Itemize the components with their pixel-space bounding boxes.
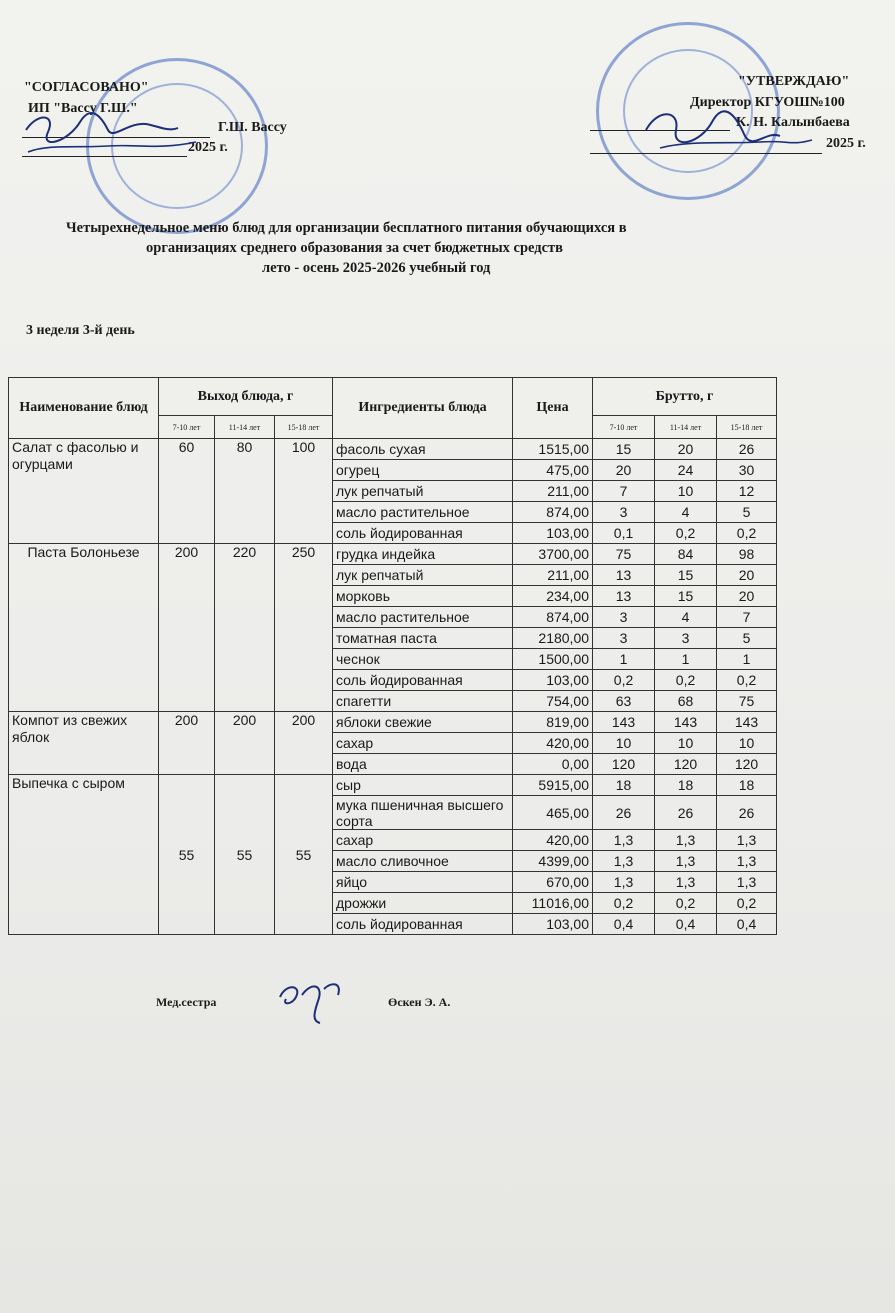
ingredient-gross: 143 <box>717 712 777 733</box>
ingredient-name: соль йодированная <box>333 670 513 691</box>
left-handwritten-signature <box>18 102 208 162</box>
ingredient-gross: 10 <box>593 733 655 754</box>
dish-yield: 60 <box>159 439 215 544</box>
ingredient-price: 874,00 <box>513 607 593 628</box>
ingredient-gross: 20 <box>593 460 655 481</box>
ingredient-price: 670,00 <box>513 872 593 893</box>
ingredient-gross: 1,3 <box>717 830 777 851</box>
ingredient-name: фасоль сухая <box>333 439 513 460</box>
doc-title-line1: Четырехнедельное меню блюд для организации бесплатного питания обучающихся в <box>66 220 627 236</box>
ingredient-gross: 15 <box>655 565 717 586</box>
ingredient-gross: 20 <box>717 565 777 586</box>
dish-yield: 200 <box>159 544 215 712</box>
ingredient-name: масло растительное <box>333 607 513 628</box>
table-row <box>9 775 777 796</box>
ingredient-gross: 26 <box>717 796 777 830</box>
nurse-label: Мед.сестра <box>156 995 217 1009</box>
approval-right-name: К. Н. Калынбаева <box>736 115 850 130</box>
approval-left-date: 2025 г. <box>188 140 228 155</box>
ingredient-price: 2180,00 <box>513 628 593 649</box>
approval-left-org: ИП "Вассу Г.Ш." <box>28 101 138 116</box>
ingredient-gross: 120 <box>717 754 777 775</box>
ingredient-gross: 5 <box>717 502 777 523</box>
doc-title-line2: организациях среднего образования за счет бюджетных средств <box>146 240 563 256</box>
ingredient-gross: 98 <box>717 544 777 565</box>
header-yield: Выход блюда, г <box>159 378 333 416</box>
dish-yield: 55 <box>275 775 333 935</box>
ingredient-gross: 1,3 <box>655 872 717 893</box>
dish-name: Паста Болоньезе <box>9 544 159 712</box>
ingredient-gross: 0,4 <box>655 914 717 935</box>
approval-left-title: "СОГЛАСОВАНО" <box>24 80 149 95</box>
ingredient-price: 420,00 <box>513 830 593 851</box>
ingredient-gross: 20 <box>655 439 717 460</box>
table-row <box>9 439 777 460</box>
ingredient-gross: 10 <box>655 733 717 754</box>
ingredient-gross: 0,2 <box>717 893 777 914</box>
dish-yield: 55 <box>215 775 275 935</box>
ingredient-name: грудка индейка <box>333 544 513 565</box>
ingredient-name: морковь <box>333 586 513 607</box>
ingredient-gross: 15 <box>593 439 655 460</box>
ingredient-price: 0,00 <box>513 754 593 775</box>
nurse-name: Өскен Э. А. <box>388 995 451 1009</box>
header-price: Цена <box>513 378 593 439</box>
ingredient-name: сыр <box>333 775 513 796</box>
ingredient-gross: 0,2 <box>655 670 717 691</box>
dish-yield: 55 <box>159 775 215 935</box>
ingredient-gross: 75 <box>593 544 655 565</box>
ingredient-gross: 0,2 <box>593 670 655 691</box>
ingredient-name: соль йодированная <box>333 914 513 935</box>
ingredient-price: 420,00 <box>513 733 593 754</box>
ingredient-gross: 1,3 <box>593 851 655 872</box>
ingredient-gross: 4 <box>655 502 717 523</box>
ingredient-gross: 0,1 <box>593 523 655 544</box>
ingredient-gross: 68 <box>655 691 717 712</box>
ingredient-price: 5915,00 <box>513 775 593 796</box>
ingredient-gross: 5 <box>717 628 777 649</box>
ingredient-price: 3700,00 <box>513 544 593 565</box>
dish-name: Выпечка с сыром <box>9 775 159 935</box>
ingredient-name: дрожжи <box>333 893 513 914</box>
ingredient-gross: 1,3 <box>717 872 777 893</box>
ingredient-gross: 63 <box>593 691 655 712</box>
ingredient-name: соль йодированная <box>333 523 513 544</box>
ingredient-gross: 24 <box>655 460 717 481</box>
menu-table <box>8 377 777 935</box>
ingredient-price: 103,00 <box>513 670 593 691</box>
ingredient-gross: 4 <box>655 607 717 628</box>
dish-yield: 250 <box>275 544 333 712</box>
ingredient-name: мука пшеничная высшего сорта <box>333 796 513 830</box>
ingredient-name: спагетти <box>333 691 513 712</box>
ingredient-price: 1500,00 <box>513 649 593 670</box>
ingredient-price: 754,00 <box>513 691 593 712</box>
header-dish: Наименование блюд <box>9 378 159 439</box>
dish-yield: 200 <box>215 712 275 775</box>
header-gross-age: 11-14 лет <box>655 416 717 439</box>
dish-yield: 80 <box>215 439 275 544</box>
ingredient-name: сахар <box>333 830 513 851</box>
ingredient-gross: 10 <box>655 481 717 502</box>
ingredient-name: томатная паста <box>333 628 513 649</box>
ingredient-gross: 3 <box>593 628 655 649</box>
ingredient-gross: 120 <box>593 754 655 775</box>
ingredient-gross: 1,3 <box>655 830 717 851</box>
approval-right-position: Директор КГУОШ№100 <box>690 95 845 110</box>
ingredient-name: яйцо <box>333 872 513 893</box>
ingredient-gross: 15 <box>655 586 717 607</box>
ingredient-gross: 7 <box>717 607 777 628</box>
approval-right-date: 2025 г. <box>826 136 866 151</box>
ingredient-gross: 120 <box>655 754 717 775</box>
header-gross: Брутто, г <box>593 378 777 416</box>
ingredient-name: огурец <box>333 460 513 481</box>
ingredient-gross: 143 <box>655 712 717 733</box>
header-yield-age: 15-18 лет <box>275 416 333 439</box>
approval-right-title: "УТВЕРЖДАЮ" <box>738 74 850 89</box>
ingredient-gross: 12 <box>717 481 777 502</box>
dish-name: Компот из свежих яблок <box>9 712 159 775</box>
ingredient-name: яблоки свежие <box>333 712 513 733</box>
ingredient-gross: 20 <box>717 586 777 607</box>
ingredient-price: 211,00 <box>513 565 593 586</box>
ingredient-name: лук репчатый <box>333 565 513 586</box>
ingredient-name: сахар <box>333 733 513 754</box>
menu-table-body <box>9 439 777 935</box>
ingredient-gross: 0,2 <box>717 523 777 544</box>
doc-title-line3: лето - осень 2025-2026 учебный год <box>262 260 491 276</box>
ingredient-price: 4399,00 <box>513 851 593 872</box>
header-gross-age: 7-10 лет <box>593 416 655 439</box>
ingredient-gross: 30 <box>717 460 777 481</box>
ingredient-gross: 26 <box>717 439 777 460</box>
ingredient-gross: 1,3 <box>593 830 655 851</box>
ingredient-price: 874,00 <box>513 502 593 523</box>
ingredient-gross: 18 <box>717 775 777 796</box>
ingredient-gross: 1 <box>593 649 655 670</box>
ingredient-name: вода <box>333 754 513 775</box>
ingredient-gross: 75 <box>717 691 777 712</box>
ingredient-name: чеснок <box>333 649 513 670</box>
ingredient-price: 234,00 <box>513 586 593 607</box>
ingredient-gross: 26 <box>655 796 717 830</box>
ingredient-gross: 3 <box>593 502 655 523</box>
ingredient-name: масло сливочное <box>333 851 513 872</box>
ingredient-gross: 1 <box>655 649 717 670</box>
ingredient-gross: 0,2 <box>655 893 717 914</box>
ingredient-gross: 0,2 <box>717 670 777 691</box>
ingredient-gross: 26 <box>593 796 655 830</box>
ingredient-price: 465,00 <box>513 796 593 830</box>
ingredient-gross: 84 <box>655 544 717 565</box>
approval-left-name: Г.Ш. Вассу <box>218 120 287 135</box>
ingredient-price: 819,00 <box>513 712 593 733</box>
ingredient-price: 475,00 <box>513 460 593 481</box>
ingredient-gross: 143 <box>593 712 655 733</box>
header-yield-age: 7-10 лет <box>159 416 215 439</box>
dish-yield: 220 <box>215 544 275 712</box>
ingredient-gross: 0,2 <box>593 893 655 914</box>
ingredient-gross: 13 <box>593 586 655 607</box>
ingredient-gross: 18 <box>593 775 655 796</box>
ingredient-gross: 3 <box>593 607 655 628</box>
ingredient-gross: 7 <box>593 481 655 502</box>
right-handwritten-signature <box>640 100 820 160</box>
header-yield-age: 11-14 лет <box>215 416 275 439</box>
ingredient-price: 11016,00 <box>513 893 593 914</box>
ingredient-price: 211,00 <box>513 481 593 502</box>
dish-yield: 200 <box>275 712 333 775</box>
dish-yield: 100 <box>275 439 333 544</box>
ingredient-gross: 1,3 <box>717 851 777 872</box>
ingredient-gross: 1,3 <box>655 851 717 872</box>
ingredient-price: 103,00 <box>513 914 593 935</box>
ingredient-gross: 1 <box>717 649 777 670</box>
ingredient-gross: 1,3 <box>593 872 655 893</box>
ingredient-price: 103,00 <box>513 523 593 544</box>
ingredient-name: лук репчатый <box>333 481 513 502</box>
ingredient-name: масло растительное <box>333 502 513 523</box>
ingredient-gross: 3 <box>655 628 717 649</box>
table-row <box>9 712 777 733</box>
ingredient-gross: 13 <box>593 565 655 586</box>
ingredient-gross: 10 <box>717 733 777 754</box>
ingredient-gross: 0,2 <box>655 523 717 544</box>
dish-name: Салат с фасолью и огурцами <box>9 439 159 544</box>
ingredient-gross: 0,4 <box>717 914 777 935</box>
header-gross-age: 15-18 лет <box>717 416 777 439</box>
header-ingredients: Ингредиенты блюда <box>333 378 513 439</box>
ingredient-gross: 18 <box>655 775 717 796</box>
day-label: 3 неделя 3-й день <box>26 323 135 338</box>
nurse-handwritten-signature <box>272 975 352 1027</box>
table-row <box>9 544 777 565</box>
ingredient-price: 1515,00 <box>513 439 593 460</box>
dish-yield: 200 <box>159 712 215 775</box>
ingredient-gross: 0,4 <box>593 914 655 935</box>
